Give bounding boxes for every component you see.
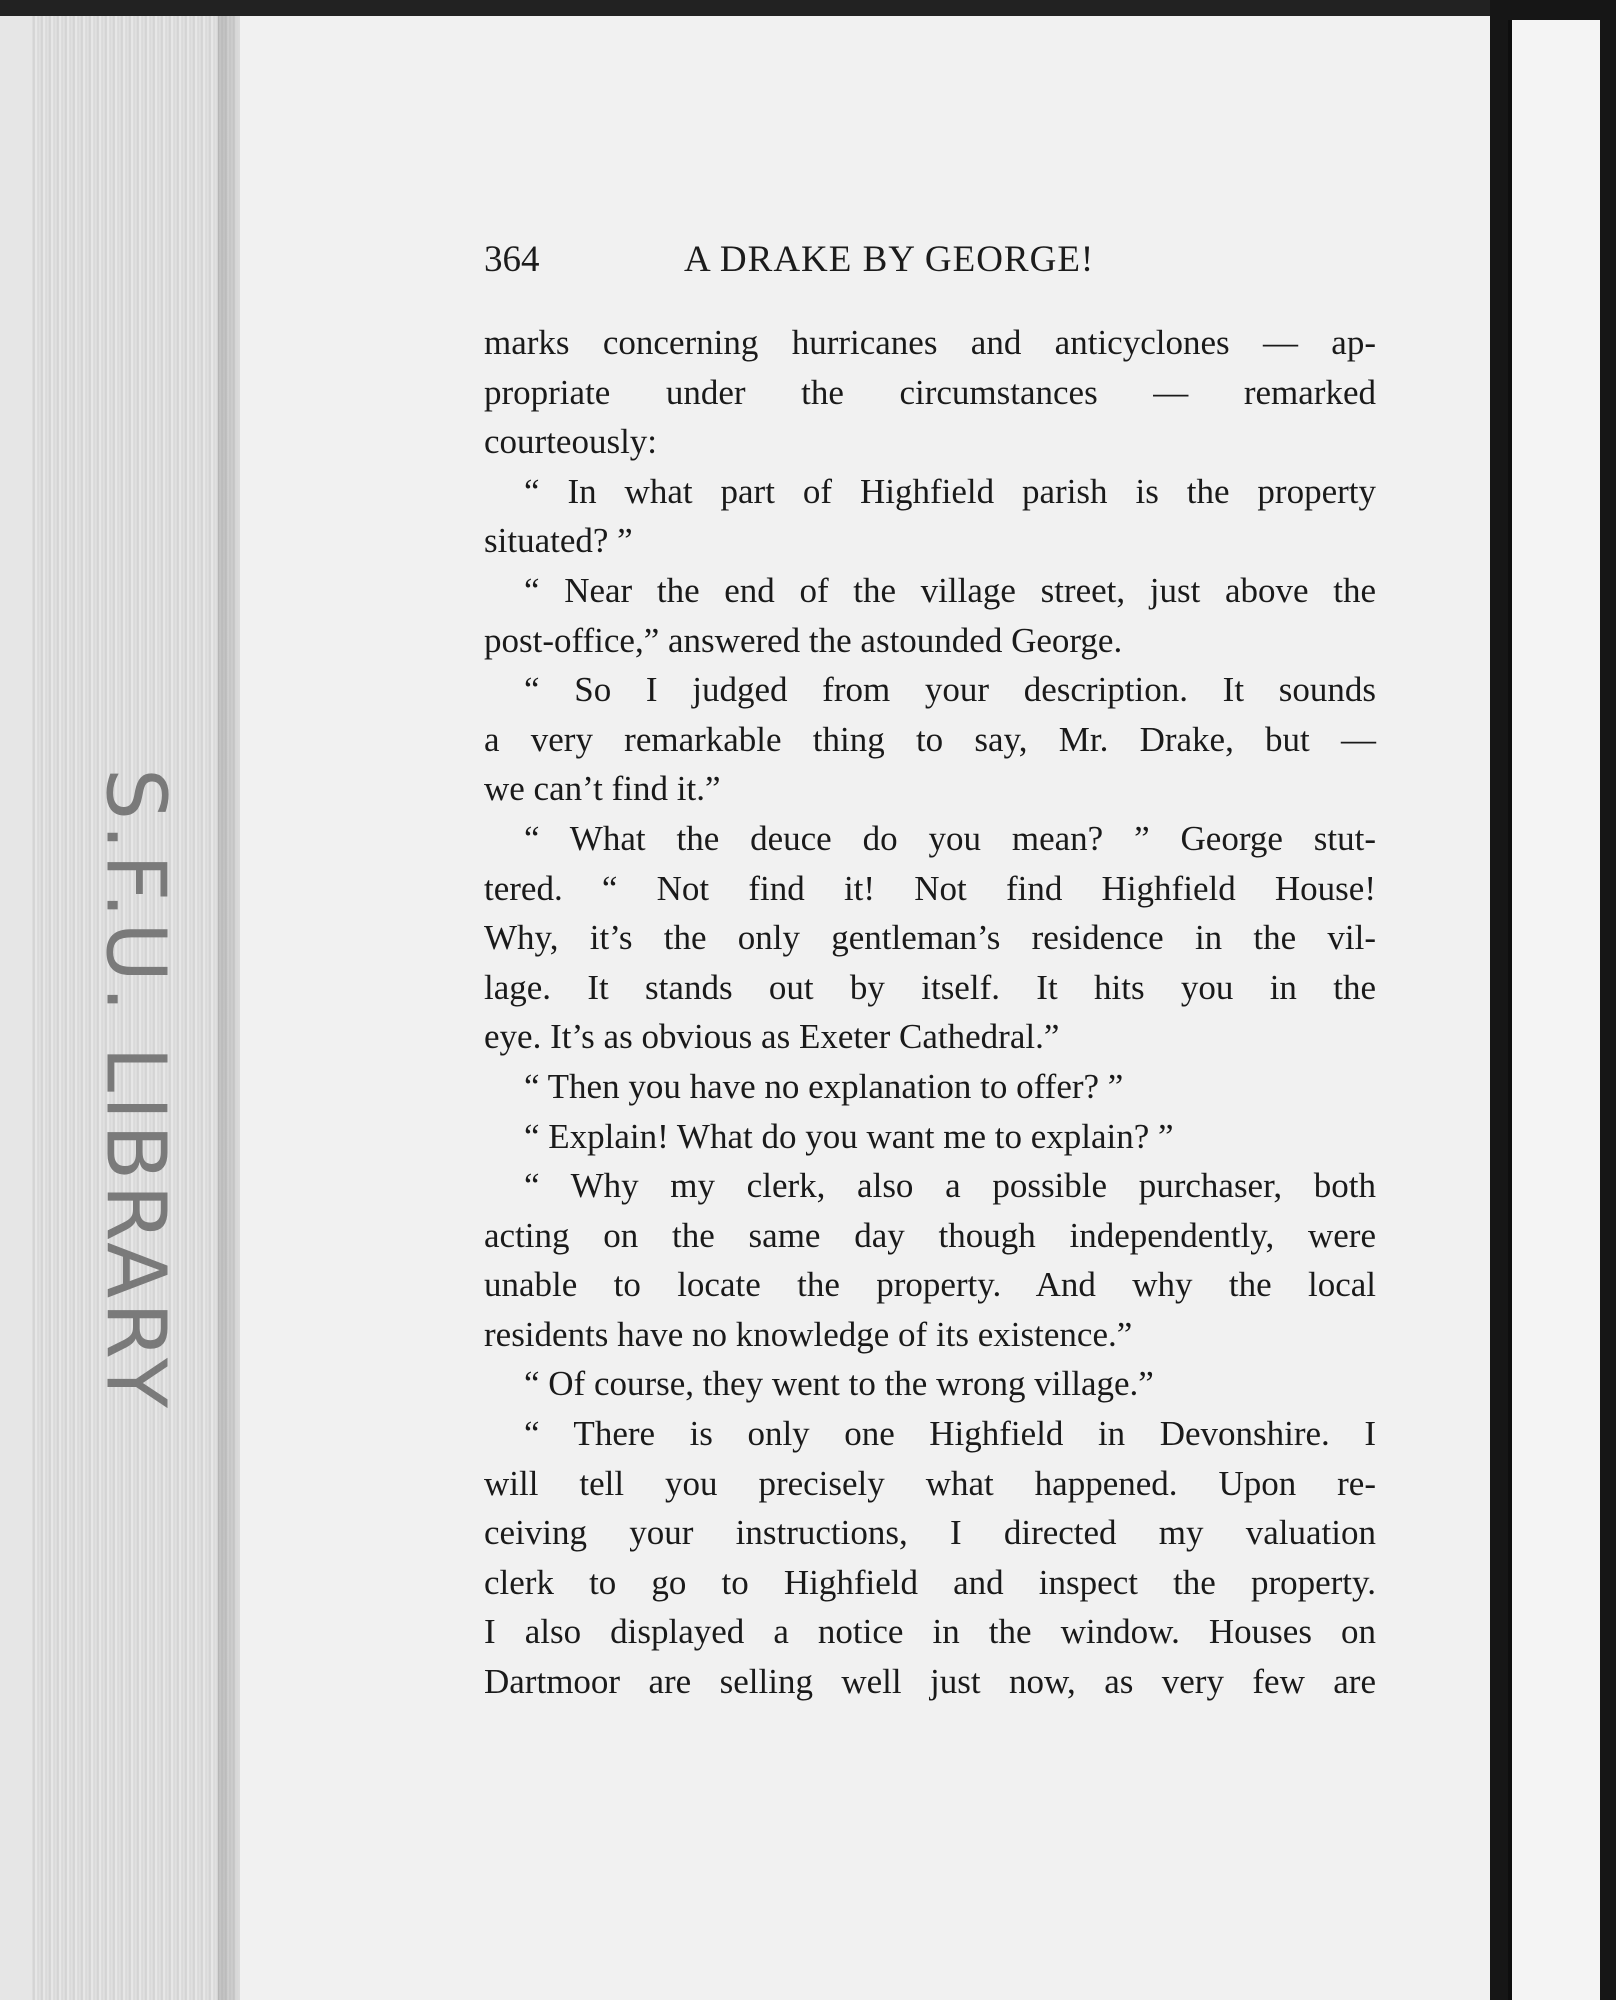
text-line: residents have no knowledge of its existence.” (484, 1314, 1133, 1354)
text-line: we can’t find it.” (484, 769, 721, 809)
text-line: “ What the deuce do you mean? ” George stut- (524, 818, 1376, 858)
text-line: “ So I judged from your description. It sounds (524, 670, 1376, 710)
text-line: propriate under the circumstances — remarked (484, 372, 1376, 412)
text-line: a very remarkable thing to say, Mr. Drake, but — (484, 719, 1376, 759)
text-line: Dartmoor are selling well just now, as very few are (484, 1662, 1376, 1702)
text-line: ceiving your instructions, I directed my valuation (484, 1513, 1376, 1553)
text-line: courteously: (484, 422, 658, 462)
facing-page-edge (1508, 20, 1600, 2000)
text-line: unable to locate the property. And why the local (484, 1265, 1376, 1305)
text-line: will tell you precisely what happened. Upon re- (484, 1463, 1376, 1503)
text-line: eye. It’s as obvious as Exeter Cathedral.” (484, 1017, 1060, 1057)
text-line: “ Explain! What do you want me to explain? ” (524, 1116, 1174, 1156)
gutter-line (1508, 20, 1512, 2000)
text-line: acting on the same day though independently, were (484, 1215, 1376, 1255)
text-line: Why, it’s the only gentleman’s residence in the vil- (484, 918, 1376, 958)
text-line: post-office,” answered the astounded George. (484, 620, 1123, 660)
page-number: 364 (484, 239, 540, 280)
scan-top-border (0, 0, 1616, 16)
text-line: “ Then you have no explanation to offer? ” (524, 1066, 1124, 1106)
text-line: marks concerning hurricanes and anticyclones — ap- (484, 323, 1376, 362)
text-line: “ Why my clerk, also a possible purchaser, both (524, 1166, 1376, 1206)
library-stamp (87, 740, 183, 1440)
page-header (484, 232, 1384, 292)
text-line: “ Near the end of the village street, just above the (524, 570, 1376, 610)
text-line: tered. “ Not find it! Not find Highfield House! (484, 868, 1376, 908)
text-line: lage. It stands out by itself. It hits you in the (484, 967, 1376, 1007)
library-stamp-text: S.F.U. LIBRARY (87, 767, 183, 1413)
body-text (484, 318, 1376, 1707)
running-head: A DRAKE BY GEORGE! (684, 239, 1095, 280)
text-line: “ In what part of Highfield parish is the property (524, 471, 1376, 511)
text-line: I also displayed a notice in the window. Houses on (484, 1612, 1376, 1652)
text-line: situated? ” (484, 521, 633, 561)
text-line: “ Of course, they went to the wrong village.” (524, 1364, 1154, 1404)
text-line: “ There is only one Highfield in Devonshire. I (524, 1414, 1376, 1454)
text-line: clerk to go to Highfield and inspect the property. (484, 1562, 1376, 1602)
